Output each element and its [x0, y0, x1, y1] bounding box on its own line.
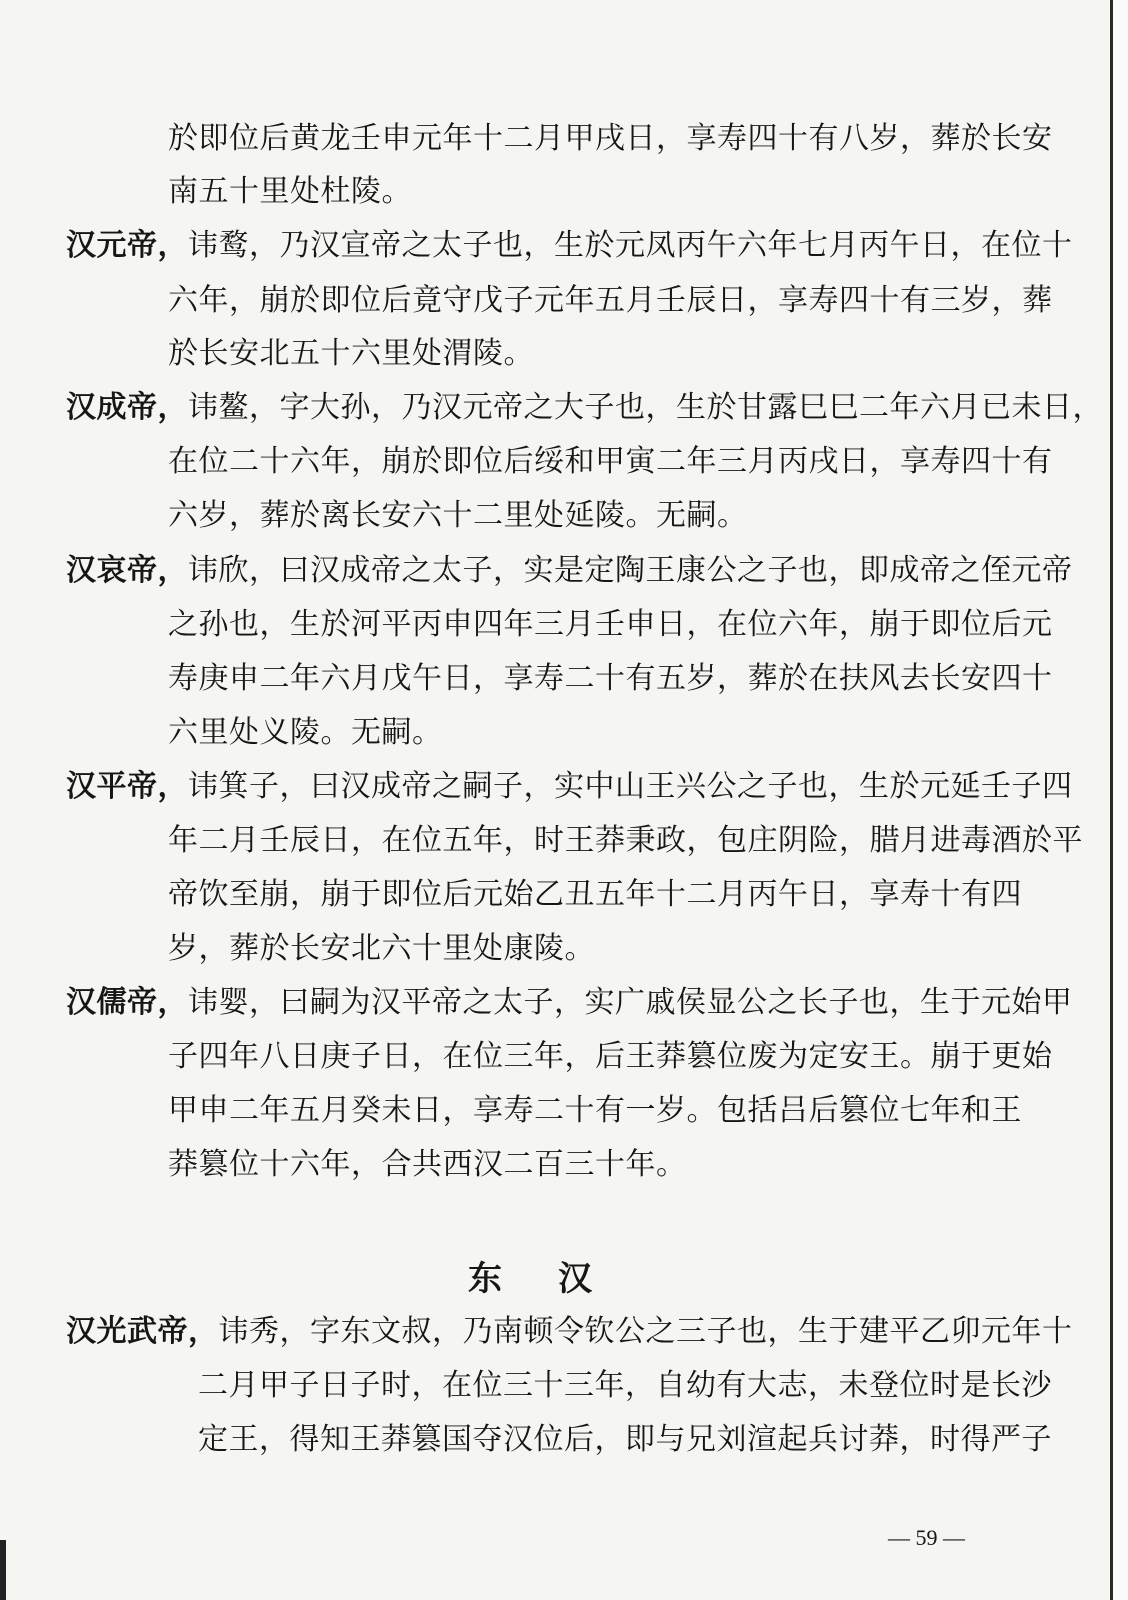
entry-text: 讳箕子，曰汉成帝之嗣子，实中山王兴公之子也，生於元延壬子四: [188, 769, 1073, 804]
scan-edge-mark: [0, 1540, 6, 1600]
text-line: 於长安北五十六里处渭陵。: [168, 336, 534, 371]
text-line: 寿庚申二年六月戊午日，享寿二十有五岁，葬於在扶风去长安四十: [168, 661, 1053, 696]
text-line: 岁，葬於长安北六十里处康陵。: [168, 931, 595, 966]
page-number: — 59 —: [888, 1525, 965, 1550]
text-line: 之孙也，生於河平丙申四年三月壬申日，在位六年，崩于即位后元: [168, 607, 1053, 642]
text-line: 子四年八日庚子日，在位三年，后王莽篡位废为定安王。崩于更始: [168, 1039, 1053, 1074]
emperor-entry-first-line: [66, 229, 1073, 263]
text-line: 二月甲子日子时，在位三十三年，自幼有大志，未登位时是长沙: [198, 1368, 1052, 1403]
text-line: 帝饮至崩，崩于即位后元始乙丑五年十二月丙午日，享寿十有四: [168, 877, 1022, 912]
text-line: 年二月壬辰日，在位五年，时王莽秉政，包庄阴险，腊月进毒酒於平: [168, 823, 1083, 858]
scan-edge-shadow: [1113, 0, 1128, 1600]
text-line: 莽篡位十六年，合共西汉二百三十年。: [168, 1147, 687, 1182]
text-line: 六年，崩於即位后竟守戊子元年五月壬辰日，享寿四十有三岁，葬: [168, 283, 1053, 318]
entry-text: 讳秀，字东文叔，乃南顿令钦公之三子也，生于建平乙卯元年十: [218, 1314, 1073, 1349]
entry-text: 讳婴，曰嗣为汉平帝之太子，实广戚侯显公之长子也，生于元始甲: [188, 985, 1073, 1020]
entry-text: 讳鳌，字大孙，乃汉元帝之大子也，生於甘露巳巳二年六月已未日，: [188, 390, 1103, 425]
emperor-entry-first-line: [66, 770, 1073, 804]
entry-text: 讳欣，曰汉成帝之太子，实是定陶王康公之子也，即成帝之侄元帝: [188, 553, 1073, 588]
emperor-entry-first-line: [66, 391, 1103, 425]
emperor-name: 汉哀帝，: [66, 553, 188, 588]
text-line: 於即位后黄龙壬申元年十二月甲戌日，享寿四十有八岁，葬於长安: [168, 121, 1053, 156]
emperor-name: 汉平帝，: [66, 769, 188, 804]
text-line: 六岁，葬於离长安六十二里处延陵。无嗣。: [168, 498, 748, 533]
emperor-entry-first-line: [66, 1315, 1073, 1349]
emperor-name: 汉元帝，: [66, 228, 188, 263]
entry-text: 讳鹜，乃汉宣帝之太子也，生於元凤丙午六年七月丙午日，在位十: [188, 228, 1073, 263]
emperor-name: 汉成帝，: [66, 390, 188, 425]
text-line: 定王，得知王莽篡国夺汉位后，即与兄刘渲起兵讨莽，时得严子: [198, 1422, 1052, 1457]
emperor-entry-first-line: [66, 554, 1073, 588]
section-heading: 东汉: [468, 1259, 648, 1299]
text-line: 甲申二年五月癸未日，享寿二十有一岁。包括吕后篡位七年和王: [168, 1093, 1022, 1128]
text-line: 六里处义陵。无嗣。: [168, 715, 443, 750]
emperor-entry-first-line: [66, 986, 1073, 1020]
emperor-name: 汉儒帝，: [66, 985, 188, 1020]
text-line: 在位二十六年，崩於即位后绥和甲寅二年三月丙戌日，享寿四十有: [168, 444, 1053, 479]
emperor-name: 汉光武帝，: [66, 1314, 219, 1349]
text-line: 南五十里处杜陵。: [168, 174, 412, 209]
